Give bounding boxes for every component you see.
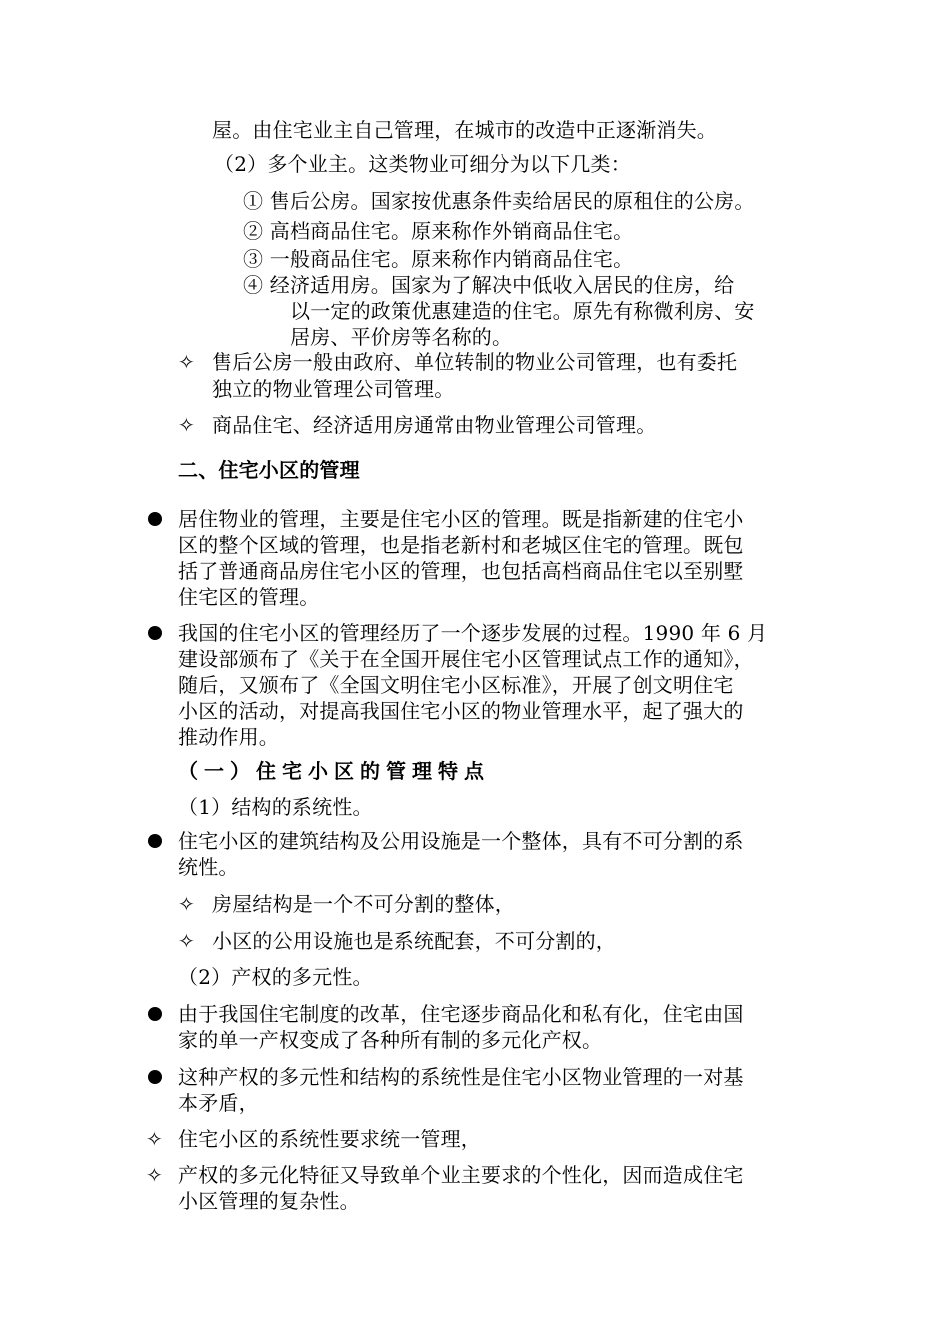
text-line: 屋。由住宅业主自己管理，在城市的改造中正逐渐消失。	[212, 118, 717, 142]
diamond-bullet-icon: ✧	[146, 1127, 163, 1151]
list-item: 我国的住宅小区的管理经历了一个逐步发展的过程。1990 年 6 月	[178, 621, 768, 645]
bullet-icon	[148, 512, 162, 526]
text-line: （2）产权的多元性。	[178, 965, 373, 989]
list-item: ④ 经济适用房。国家为了解决中低收入居民的住房，给	[243, 273, 735, 297]
text-line: 建设部颁布了《关于在全国开展住宅小区管理试点工作的通知》，	[178, 647, 754, 671]
diamond-bullet-icon: ✧	[178, 892, 195, 916]
list-item: ② 高档商品住宅。原来称作外销商品住宅。	[243, 219, 634, 243]
text-line: （1）结构的系统性。	[178, 795, 373, 819]
diamond-bullet-icon: ✧	[146, 1163, 163, 1187]
bullet-icon	[148, 834, 162, 848]
list-item: ③ 一般商品住宅。原来称作内销商品住宅。	[243, 247, 634, 271]
text-line: 推动作用。	[178, 725, 279, 749]
bullet-icon	[148, 1007, 162, 1021]
list-item: 房屋结构是一个不可分割的整体，	[212, 892, 515, 916]
text-line: 家的单一产权变成了各种所有制的多元化产权。	[178, 1028, 603, 1052]
list-item: 产权的多元化特征又导致单个业主要求的个性化，因而造成住宅	[178, 1163, 744, 1187]
list-item: 商品住宅、经济适用房通常由物业管理公司管理。	[212, 413, 657, 437]
text-line: 住宅区的管理。	[178, 585, 320, 609]
diamond-bullet-icon: ✧	[178, 929, 195, 953]
text-line: 小区管理的复杂性。	[178, 1189, 360, 1213]
list-item: ① 售后公房。国家按优惠条件卖给居民的原租住的公房。	[243, 189, 755, 213]
list-item: 售后公房一般由政府、单位转制的物业公司管理，也有委托	[212, 350, 738, 374]
section-heading: 二、住宅小区的管理	[178, 458, 360, 482]
diamond-bullet-icon: ✧	[178, 350, 195, 374]
bullet-icon	[148, 1070, 162, 1084]
list-item: 住宅小区的系统性要求统一管理，	[178, 1127, 481, 1151]
text-line: 统性。	[178, 855, 239, 879]
text-line: 本矛盾，	[178, 1091, 259, 1115]
text-line: 居房、平价房等名称的。	[290, 325, 513, 349]
text-line: （2）多个业主。这类物业可细分为以下几类：	[214, 152, 631, 176]
text-line: 小区的活动，对提高我国住宅小区的物业管理水平，起了强大的	[178, 699, 744, 723]
list-item: 小区的公用设施也是系统配套，不可分割的，	[212, 929, 616, 953]
text-line: 括了普通商品房住宅小区的管理，也包括高档商品住宅以至别墅	[178, 559, 744, 583]
list-item: 居住物业的管理，主要是住宅小区的管理。既是指新建的住宅小	[178, 507, 744, 531]
text-line: 区的整个区域的管理，也是指老新村和老城区住宅的管理。既包	[178, 533, 744, 557]
text-line: 随后，又颁布了《全国文明住宅小区标准》，开展了创文明住宅	[178, 673, 734, 697]
diamond-bullet-icon: ✧	[178, 413, 195, 437]
text-line: 独立的物业管理公司管理。	[212, 377, 455, 401]
list-item: 这种产权的多元性和结构的系统性是住宅小区物业管理的一对基	[178, 1065, 744, 1089]
text-line: 以一定的政策优惠建造的住宅。原先有称微利房、安	[290, 299, 755, 323]
bullet-icon	[148, 626, 162, 640]
list-item: 由于我国住宅制度的改革，住宅逐步商品化和私有化，住宅由国	[178, 1002, 744, 1026]
subsection-heading: （一）住宅小区的管理特点	[178, 759, 490, 783]
list-item: 住宅小区的建筑结构及公用设施是一个整体，具有不可分割的系	[178, 829, 744, 853]
